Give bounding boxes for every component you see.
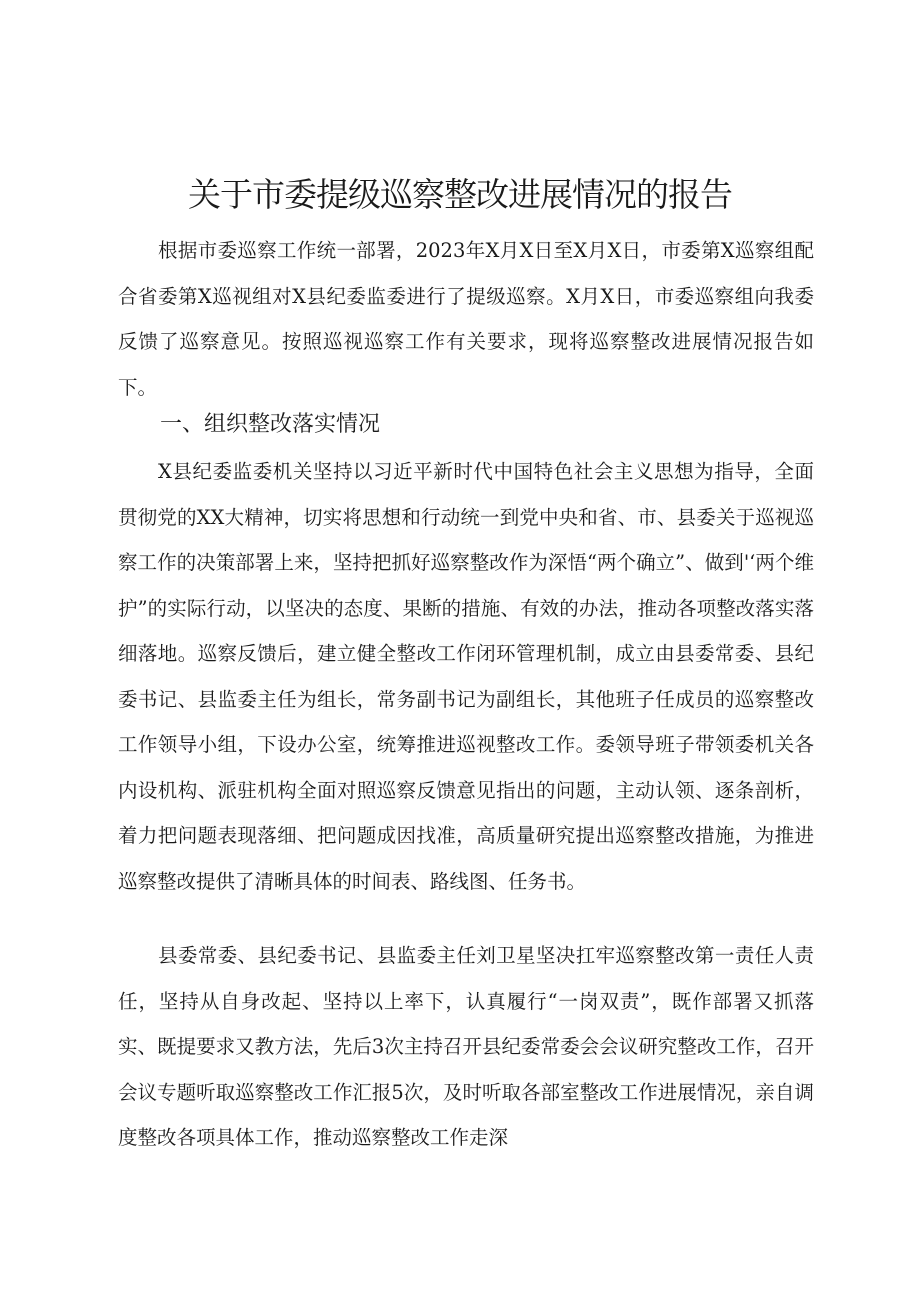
- document-title: 关于市委提级巡察整改进展情况的报告: [188, 175, 732, 214]
- body-paragraph: X县纪委监委机关坚持以习近平新时代中国特色社会主义思想为指导，全面贯彻党的XX大精神，切实将思想和行动统一到党中央和省、市、县委关于巡视巡察工作的决策部署上来，坚持把抓好巡察整改作为深悟“两个确立”、做到'‘两个维护”的实际行动，以坚决的态度、果断的措施、有效的办法，推动各项整改落实落细落地。巡察反馈后，建立健全整改工作闭环管理机制，成立由县委常委、县纪委书记、县监委主任为组长，常务副书记为副组长，其他班子任成员的巡察整改工作领导小组，下设办公室，统筹推进巡视整改工作。委领导班子带领委机关各内设机构、派驻机构全面对照巡察反馈意见指出的问题，主动认领、逐条剖析，着力把问题表现落细、把问题成因找准，高质量研究提出巡察整改措施，为推进巡察整改提供了清晰具体的时间表、路线图、任务书。: [118, 460, 814, 893]
- body-paragraph: 县委常委、县纪委书记、县监委主任刘卫星坚决扛牢巡察整改第一责任人责任，坚持从自身改起、坚持以上率下，认真履行“一岗双责”，既作部署又抓落实、既提要求又教方法，先后3次主持召开县纪委常委会会议研究整改工作，召开会议专题听取巡察整改工作汇报5次，及时听取各部室整改工作进展情况，亲自调度整改各项具体工作，推动巡察整改工作走深: [118, 944, 814, 1149]
- intro-paragraph: 根据市委巡察工作统一部署，2023年X月X日至X月X日，市委第X巡察组配合省委第X巡视组对X县纪委监委进行了提级巡察。X月X日，市委巡察组向我委反馈了巡察意见。按照巡视巡察工作有关要求，现将巡察整改进展情况报告如下。: [118, 239, 814, 399]
- section-heading: 一、组织整改落实情况: [160, 412, 381, 437]
